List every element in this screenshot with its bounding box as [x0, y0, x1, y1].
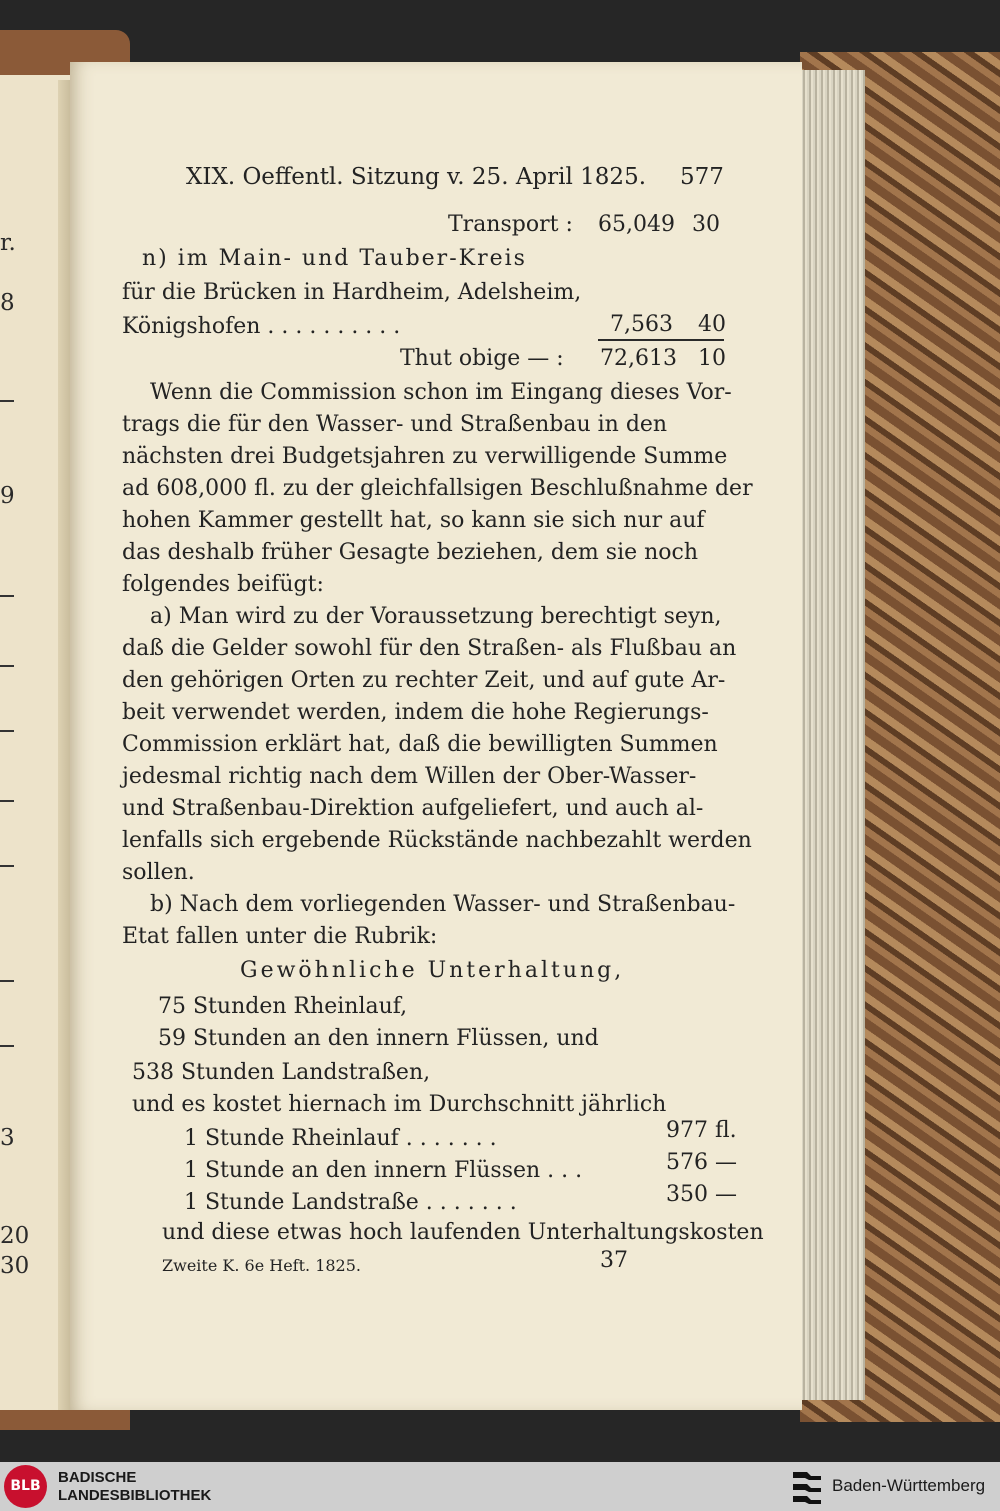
- text-line: beit verwendet werden, indem die hohe Regierungs-: [122, 700, 709, 725]
- text-line: nächsten drei Budgetsjahren zu verwilligende Summe: [122, 444, 728, 469]
- text-line: Königshofen . . . . . . . . . .: [122, 314, 401, 339]
- margin-rule: [0, 865, 14, 867]
- margin-rule: [0, 800, 14, 802]
- cost-line: 1 Stunde Rheinlauf . . . . . . .: [184, 1126, 497, 1151]
- text-line: Etat fallen unter die Rubrik:: [122, 924, 438, 949]
- section-heading: Gewöhnliche Unterhaltung,: [240, 958, 625, 983]
- cost-amount: 576 —: [666, 1150, 737, 1175]
- state-name: Baden-Württemberg: [832, 1476, 986, 1495]
- text-line: sollen.: [122, 860, 195, 885]
- margin-rule: [0, 1045, 14, 1047]
- text-line: 75 Stunden Rheinlauf,: [158, 994, 408, 1019]
- transport-label: Transport :: [448, 212, 573, 237]
- margin-rule: [0, 595, 14, 597]
- text-line: trags die für den Wasser- und Straßenbau in den: [122, 412, 668, 437]
- text-line: b) Nach dem vorliegenden Wasser- und Straßenbau-: [150, 892, 736, 917]
- text-line: und diese etwas hoch laufenden Unterhaltungskosten: [162, 1220, 764, 1245]
- margin-text: 9: [0, 483, 15, 509]
- cost-line: 1 Stunde Landstraße . . . . . . .: [184, 1190, 517, 1215]
- text-line: Commission erklärt hat, daß die bewilligten Summen: [122, 732, 718, 757]
- sheet-signature: 37: [600, 1248, 628, 1273]
- blb-logo: BLB: [4, 1465, 47, 1508]
- transport-amount: 65,049: [598, 212, 675, 237]
- state-lions-icon: [790, 1468, 824, 1506]
- margin-text: 30: [0, 1253, 30, 1279]
- text-line: lenfalls sich ergebende Rückstände nachbezahlt werden: [122, 828, 752, 853]
- library-name-line1: BADISCHE: [58, 1469, 137, 1486]
- margin-rule: [0, 730, 14, 732]
- text-line: jedesmal richtig nach dem Willen der Ober-Wasser-: [122, 764, 697, 789]
- total-kreuzer: 10: [698, 346, 726, 371]
- sum-rule: [598, 339, 724, 341]
- text-line: hohen Kammer gestellt hat, so kann sie sich nur auf: [122, 508, 705, 533]
- text-line: 538 Stunden Landstraßen,: [132, 1060, 431, 1085]
- total-amount: 72,613: [600, 346, 677, 371]
- margin-text: 8: [0, 290, 15, 316]
- text-line: für die Brücken in Hardheim, Adelsheim,: [122, 280, 582, 305]
- margin-rule: [0, 400, 14, 402]
- text-line: das deshalb früher Gesagte beziehen, dem sie noch: [122, 540, 699, 565]
- signature-note: Zweite K. 6e Heft. 1825.: [162, 1256, 361, 1275]
- page-number: 577: [680, 164, 724, 190]
- koenigshofen-kreuzer: 40: [698, 312, 726, 337]
- transport-kreuzer: 30: [692, 212, 720, 237]
- page-edges: [795, 70, 865, 1400]
- cost-amount: 977 fl.: [666, 1118, 737, 1143]
- library-name-line2: LANDESBIBLIOTHEK: [58, 1487, 212, 1504]
- text-line: den gehörigen Orten zu rechter Zeit, und auf gute Ar-: [122, 668, 726, 693]
- text-line: ad 608,000 fl. zu der gleichfallsigen Beschlußnahme der: [122, 476, 753, 501]
- text-line: folgendes beifügt:: [122, 572, 324, 597]
- text-line: n) im Main- und Tauber-Kreis: [142, 246, 527, 271]
- running-title: XIX. Oeffentl. Sitzung v. 25. April 1825.: [186, 164, 647, 190]
- cost-line: 1 Stunde an den innern Flüssen . . .: [184, 1158, 583, 1183]
- margin-text: r.: [0, 230, 16, 256]
- text-line: und es kostet hiernach im Durchschnitt jährlich: [132, 1092, 667, 1117]
- margin-text: 3: [0, 1125, 15, 1151]
- cost-amount: 350 —: [666, 1182, 737, 1207]
- footer-bar: [0, 1462, 1000, 1511]
- margin-rule: [0, 665, 14, 667]
- right-page: [70, 62, 802, 1410]
- total-label: Thut obige — :: [400, 346, 564, 371]
- text-line: daß die Gelder sowohl für den Straßen- als Flußbau an: [122, 636, 737, 661]
- text-line: 59 Stunden an den innern Flüssen, und: [158, 1026, 599, 1051]
- koenigshofen-amount: 7,563: [610, 312, 673, 337]
- text-line: a) Man wird zu der Voraussetzung berechtigt seyn,: [150, 604, 722, 629]
- margin-rule: [0, 980, 14, 982]
- text-line: Wenn die Commission schon im Eingang dieses Vor-: [150, 380, 732, 405]
- text-line: und Straßenbau-Direktion aufgeliefert, und auch al-: [122, 796, 704, 821]
- margin-text: 20: [0, 1223, 30, 1249]
